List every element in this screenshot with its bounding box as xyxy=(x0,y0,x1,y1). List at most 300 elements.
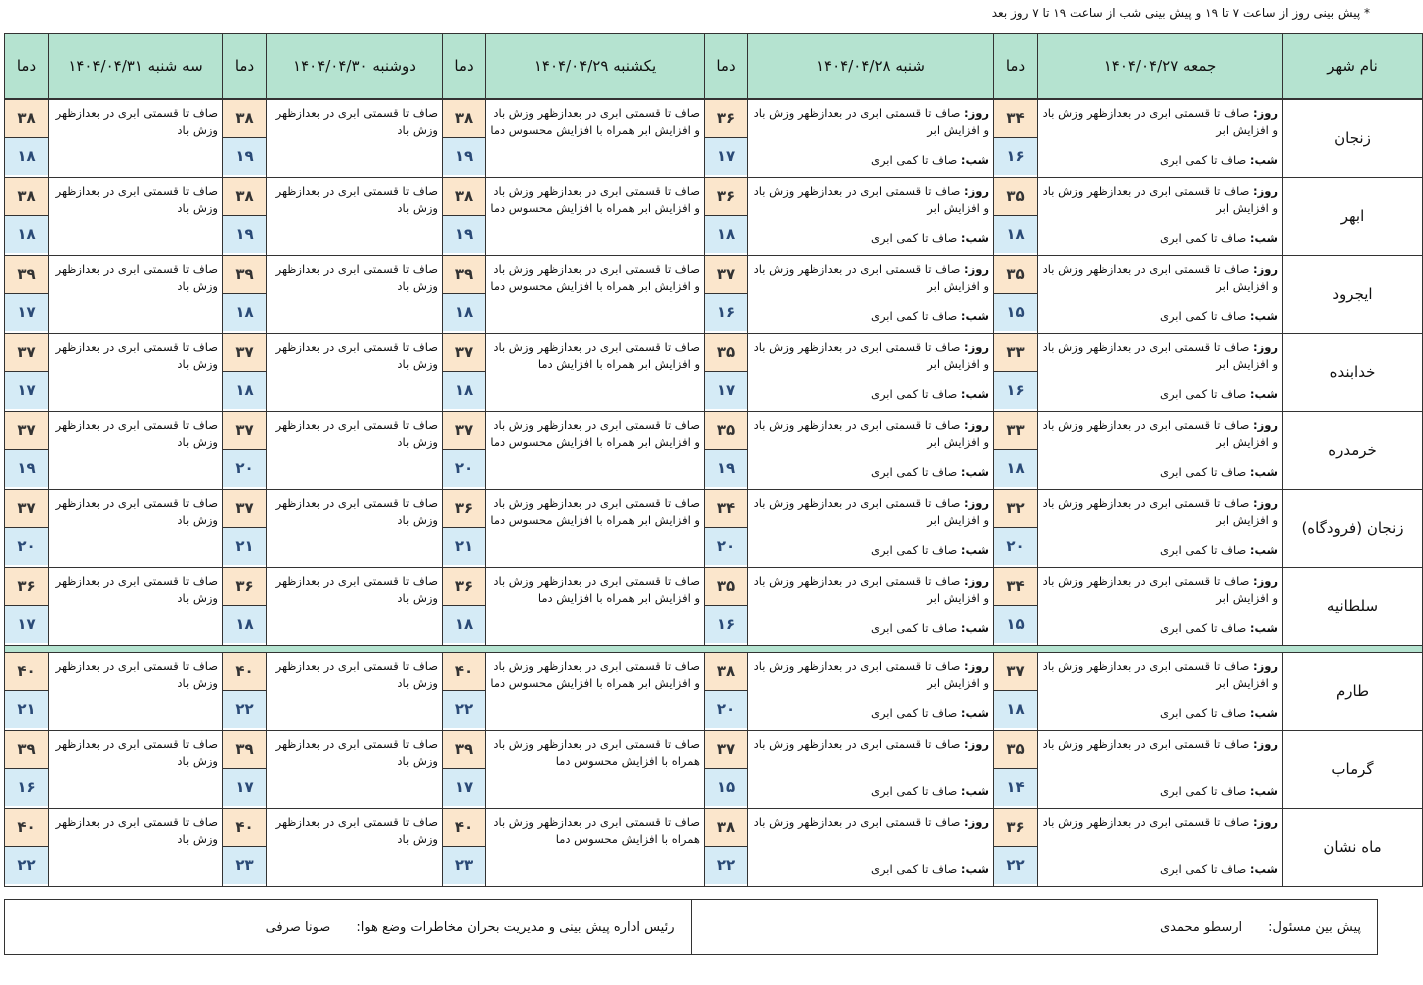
day-label: روز: xyxy=(964,814,989,829)
day-forecast-text: صاف تا قسمتی ابری در بعدازظهر وزش باد و افزایش ابر xyxy=(1042,417,1278,449)
forecast-text: صاف تا قسمتی ابری در بعدازظهر وزش باد xyxy=(55,417,218,449)
night-label: شب: xyxy=(960,152,989,167)
min-temperature: ۱۸ xyxy=(994,216,1037,253)
min-temperature: ۱۷ xyxy=(705,372,747,409)
night-forecast-text: صاف تا کمی ابری xyxy=(1159,308,1247,323)
max-temperature: ۳۶ xyxy=(705,178,747,216)
temperature-cell xyxy=(223,333,267,411)
night-forecast-text: صاف تا کمی ابری xyxy=(870,308,958,323)
forecast-description xyxy=(748,730,994,808)
temp-header-5: دما xyxy=(5,34,49,100)
min-temperature: ۲۰ xyxy=(5,528,48,565)
min-temperature: ۱۸ xyxy=(994,450,1037,487)
temperature-cell xyxy=(994,730,1038,808)
forecast-description xyxy=(49,255,223,333)
temperature-cell xyxy=(994,99,1038,177)
temperature-cell xyxy=(223,808,267,886)
day-label: روز: xyxy=(964,417,989,432)
temperature-cell xyxy=(994,808,1038,886)
forecast-text: صاف تا قسمتی ابری در بعدازظهر وزش باد xyxy=(275,495,438,527)
temperature-cell xyxy=(443,177,486,255)
temperature-cell xyxy=(705,411,748,489)
forecast-text: صاف تا قسمتی ابری در بعدازظهر وزش باد xyxy=(55,339,218,371)
day-label: روز: xyxy=(1253,495,1278,510)
night-label: شب: xyxy=(960,620,989,635)
forecast-text: صاف تا قسمتی ابری در بعدازظهر وزش باد و افزایش ابر همراه با افزایش محسوس دما xyxy=(490,658,700,690)
forecast-text: صاف تا قسمتی ابری در بعدازظهر وزش باد xyxy=(275,106,438,137)
forecast-description xyxy=(267,652,443,730)
day-forecast xyxy=(752,183,989,217)
min-temperature: ۱۸ xyxy=(994,691,1037,728)
min-temperature: ۱۷ xyxy=(5,294,48,331)
forecast-text: صاف تا قسمتی ابری در بعدازظهر وزش باد همراه با افزایش محسوس دما xyxy=(493,736,700,768)
max-temperature: ۴۰ xyxy=(5,653,48,691)
max-temperature: ۳۹ xyxy=(5,256,48,294)
city-name: زنجان (فرودگاه) xyxy=(1283,489,1423,567)
temp-header-1: دما xyxy=(994,34,1038,100)
forecast-text: صاف تا قسمتی ابری در بعدازظهر وزش باد xyxy=(275,417,438,449)
night-forecast xyxy=(1160,705,1278,722)
max-temperature: ۴۰ xyxy=(443,653,485,691)
forecast-description xyxy=(49,489,223,567)
min-temperature: ۱۷ xyxy=(443,769,485,806)
forecaster-name: ارسطو محمدی xyxy=(1159,919,1243,935)
forecast-text: صاف تا قسمتی ابری در بعدازظهر وزش باد xyxy=(55,736,218,768)
forecast-description xyxy=(49,808,223,886)
day-forecast xyxy=(1042,105,1278,139)
forecast-description xyxy=(267,730,443,808)
night-forecast-text: صاف تا کمی ابری xyxy=(1159,464,1247,479)
day-forecast xyxy=(752,814,989,831)
day-label: روز: xyxy=(964,658,989,673)
forecast-description xyxy=(49,333,223,411)
min-temperature: ۱۶ xyxy=(994,372,1037,409)
min-temperature: ۱۴ xyxy=(994,769,1037,806)
night-forecast xyxy=(871,230,989,247)
night-forecast xyxy=(871,152,989,169)
night-forecast xyxy=(871,705,989,722)
min-temperature: ۱۶ xyxy=(705,606,747,643)
city-name: خدابنده xyxy=(1283,333,1423,411)
day-forecast-text: صاف تا قسمتی ابری در بعدازظهر وزش باد و افزایش ابر xyxy=(1042,495,1278,527)
temperature-cell xyxy=(5,333,49,411)
forecast-text: صاف تا قسمتی ابری در بعدازظهر وزش باد xyxy=(55,183,218,215)
max-temperature: ۳۵ xyxy=(994,731,1037,769)
day-label: روز: xyxy=(964,495,989,510)
day-forecast-text: صاف تا قسمتی ابری در بعدازظهر وزش باد و افزایش ابر xyxy=(1042,106,1278,137)
max-temperature: ۳۶ xyxy=(705,100,747,138)
forecast-text: صاف تا قسمتی ابری در بعدازظهر وزش باد همراه با افزایش محسوس دما xyxy=(493,814,700,846)
night-forecast xyxy=(871,783,989,800)
day-label: روز: xyxy=(1253,417,1278,432)
max-temperature: ۳۷ xyxy=(5,334,48,372)
night-forecast-text: صاف تا کمی ابری xyxy=(870,152,958,167)
temp-header-3: دما xyxy=(443,34,486,100)
min-temperature: ۱۹ xyxy=(443,216,485,253)
day-forecast xyxy=(1042,573,1278,607)
night-forecast xyxy=(1160,464,1278,481)
day-header-5: سه شنبه ۱۴۰۴/۰۴/۳۱ xyxy=(49,34,223,100)
forecast-description xyxy=(1038,177,1283,255)
max-temperature: ۳۹ xyxy=(443,731,485,769)
temperature-cell xyxy=(5,489,49,567)
temperature-cell xyxy=(443,99,486,177)
temperature-cell xyxy=(443,808,486,886)
day-forecast-text: صاف تا قسمتی ابری در بعدازظهر وزش باد xyxy=(753,736,961,751)
day-forecast-text: صاف تا قسمتی ابری در بعدازظهر وزش باد و افزایش ابر xyxy=(1042,183,1278,215)
min-temperature: ۱۸ xyxy=(5,138,48,175)
separator-cell xyxy=(5,645,1423,652)
max-temperature: ۳۹ xyxy=(443,256,485,294)
day-forecast-text: صاف تا قسمتی ابری در بعدازظهر وزش باد و افزایش ابر xyxy=(753,339,989,371)
min-temperature: ۱۹ xyxy=(223,216,266,253)
min-temperature: ۱۸ xyxy=(443,294,485,331)
night-forecast xyxy=(1160,542,1278,559)
min-temperature: ۱۸ xyxy=(223,372,266,409)
forecast-description xyxy=(486,567,705,645)
city-row xyxy=(5,808,1423,886)
forecast-text: صاف تا قسمتی ابری در بعدازظهر وزش باد xyxy=(55,658,218,690)
forecast-text: صاف تا قسمتی ابری در بعدازظهر وزش باد و افزایش ابر همراه با افزایش محسوس دما xyxy=(490,106,700,137)
temperature-cell xyxy=(705,567,748,645)
night-label: شب: xyxy=(960,308,989,323)
forecast-description xyxy=(267,99,443,177)
night-forecast-text: صاف تا کمی ابری xyxy=(870,861,958,876)
night-label: شب: xyxy=(1249,386,1278,401)
min-temperature: ۲۳ xyxy=(443,847,485,884)
night-forecast-text: صاف تا کمی ابری xyxy=(1159,620,1247,635)
min-temperature: ۲۰ xyxy=(705,691,747,728)
forecast-description xyxy=(486,489,705,567)
temperature-cell xyxy=(994,489,1038,567)
day-forecast xyxy=(1042,736,1278,753)
forecast-description xyxy=(1038,333,1283,411)
min-temperature: ۱۶ xyxy=(994,138,1037,175)
night-label: شب: xyxy=(1249,620,1278,635)
min-temperature: ۱۹ xyxy=(443,138,485,175)
day-label: روز: xyxy=(1253,339,1278,354)
forecast-description xyxy=(748,652,994,730)
night-label: شب: xyxy=(960,542,989,557)
city-row xyxy=(5,99,1423,177)
group-separator xyxy=(5,645,1423,652)
temperature-cell xyxy=(223,255,267,333)
day-forecast-text: صاف تا قسمتی ابری در بعدازظهر وزش باد و افزایش ابر xyxy=(1042,573,1278,605)
city-name: طارم xyxy=(1283,652,1423,730)
min-temperature: ۱۵ xyxy=(705,769,747,806)
max-temperature: ۳۴ xyxy=(994,100,1037,138)
day-header-1: جمعه ۱۴۰۴/۰۴/۲۷ xyxy=(1038,34,1283,100)
day-label: روز: xyxy=(1253,658,1278,673)
city-name: خرمدره xyxy=(1283,411,1423,489)
temperature-cell xyxy=(5,411,49,489)
day-forecast-text: صاف تا قسمتی ابری در بعدازظهر وزش باد و افزایش ابر xyxy=(1042,339,1278,371)
night-forecast xyxy=(1160,308,1278,325)
night-forecast-text: صاف تا کمی ابری xyxy=(1159,386,1247,401)
forecast-description xyxy=(1038,489,1283,567)
city-row xyxy=(5,730,1423,808)
max-temperature: ۳۸ xyxy=(223,178,266,216)
day-forecast-text: صاف تا قسمتی ابری در بعدازظهر وزش باد و افزایش ابر xyxy=(753,183,989,215)
forecast-description xyxy=(486,255,705,333)
min-temperature: ۲۱ xyxy=(223,528,266,565)
temperature-cell xyxy=(5,652,49,730)
temperature-cell xyxy=(994,255,1038,333)
night-label: شب: xyxy=(960,464,989,479)
forecast-description xyxy=(1038,411,1283,489)
max-temperature: ۳۳ xyxy=(994,334,1037,372)
day-forecast xyxy=(752,495,989,529)
day-forecast xyxy=(752,573,989,607)
forecast-description xyxy=(748,99,994,177)
temperature-cell xyxy=(705,99,748,177)
day-label: روز: xyxy=(964,339,989,354)
max-temperature: ۳۸ xyxy=(705,653,747,691)
temperature-cell xyxy=(5,99,49,177)
max-temperature: ۳۴ xyxy=(705,490,747,528)
night-forecast-text: صاف تا کمی ابری xyxy=(870,783,958,798)
forecast-description xyxy=(267,411,443,489)
forecast-description xyxy=(49,567,223,645)
forecast-text: صاف تا قسمتی ابری در بعدازظهر وزش باد xyxy=(55,495,218,527)
max-temperature: ۳۸ xyxy=(443,178,485,216)
day-forecast xyxy=(752,417,989,451)
day-label: روز: xyxy=(1253,814,1278,829)
day-forecast xyxy=(1042,261,1278,295)
night-forecast-text: صاف تا کمی ابری xyxy=(870,464,958,479)
min-temperature: ۱۸ xyxy=(443,372,485,409)
night-forecast xyxy=(1160,783,1278,800)
night-forecast-text: صاف تا کمی ابری xyxy=(870,620,958,635)
head-name: صونا صرفی xyxy=(265,919,331,935)
temperature-cell xyxy=(443,255,486,333)
night-label: شب: xyxy=(1249,542,1278,557)
forecast-description xyxy=(748,808,994,886)
forecast-description xyxy=(49,177,223,255)
min-temperature: ۲۲ xyxy=(705,847,747,884)
night-forecast-text: صاف تا کمی ابری xyxy=(1159,861,1247,876)
city-name: ابهر xyxy=(1283,177,1423,255)
temperature-cell xyxy=(443,411,486,489)
max-temperature: ۳۷ xyxy=(705,256,747,294)
temperature-cell xyxy=(705,177,748,255)
day-forecast-text: صاف تا قسمتی ابری در بعدازظهر وزش باد و افزایش ابر xyxy=(753,495,989,527)
temperature-cell xyxy=(443,489,486,567)
temperature-cell xyxy=(223,730,267,808)
day-forecast xyxy=(752,339,989,373)
max-temperature: ۳۹ xyxy=(5,731,48,769)
temperature-cell xyxy=(5,177,49,255)
night-label: شب: xyxy=(1249,152,1278,167)
forecast-text: صاف تا قسمتی ابری در بعدازظهر وزش باد xyxy=(55,573,218,605)
day-header-3: یکشنبه ۱۴۰۴/۰۴/۲۹ xyxy=(486,34,705,100)
day-label: روز: xyxy=(1253,261,1278,276)
max-temperature: ۳۵ xyxy=(994,256,1037,294)
signature-footer xyxy=(4,899,1378,955)
forecast-description xyxy=(1038,99,1283,177)
day-forecast xyxy=(752,736,989,753)
temperature-cell xyxy=(994,652,1038,730)
day-label: روز: xyxy=(1253,573,1278,588)
min-temperature: ۱۵ xyxy=(994,294,1037,331)
day-forecast xyxy=(1042,339,1278,373)
min-temperature: ۲۰ xyxy=(705,528,747,565)
min-temperature: ۲۲ xyxy=(994,847,1037,884)
min-temperature: ۲۰ xyxy=(223,450,266,487)
forecast-note: * پیش بینی روز از ساعت ۷ تا ۱۹ و پیش بینی شب از ساعت ۱۹ تا ۷ روز بعد xyxy=(991,6,1370,20)
day-forecast-text: صاف تا قسمتی ابری در بعدازظهر وزش باد و افزایش ابر xyxy=(753,417,989,449)
night-forecast-text: صاف تا کمی ابری xyxy=(1159,705,1247,720)
max-temperature: ۳۷ xyxy=(223,334,266,372)
temperature-cell xyxy=(223,411,267,489)
temperature-cell xyxy=(223,567,267,645)
temperature-cell xyxy=(705,489,748,567)
forecast-text: صاف تا قسمتی ابری در بعدازظهر وزش باد xyxy=(55,261,218,293)
night-forecast-text: صاف تا کمی ابری xyxy=(870,542,958,557)
night-forecast xyxy=(1160,620,1278,637)
city-row xyxy=(5,652,1423,730)
forecast-description xyxy=(267,489,443,567)
night-forecast-text: صاف تا کمی ابری xyxy=(870,705,958,720)
day-forecast xyxy=(752,658,989,692)
max-temperature: ۴۰ xyxy=(223,809,266,847)
night-forecast-text: صاف تا کمی ابری xyxy=(1159,542,1247,557)
night-forecast xyxy=(871,308,989,325)
forecast-description xyxy=(748,333,994,411)
day-header-2: شنبه ۱۴۰۴/۰۴/۲۸ xyxy=(748,34,994,100)
max-temperature: ۳۷ xyxy=(5,412,48,450)
max-temperature: ۳۷ xyxy=(994,653,1037,691)
forecast-text: صاف تا قسمتی ابری در بعدازظهر وزش باد xyxy=(55,814,218,846)
day-label: روز: xyxy=(964,573,989,588)
max-temperature: ۳۵ xyxy=(994,178,1037,216)
max-temperature: ۳۸ xyxy=(705,809,747,847)
min-temperature: ۲۲ xyxy=(443,691,485,728)
night-forecast-text: صاف تا کمی ابری xyxy=(1159,152,1247,167)
day-label: روز: xyxy=(964,261,989,276)
min-temperature: ۲۰ xyxy=(443,450,485,487)
min-temperature: ۱۹ xyxy=(5,450,48,487)
forecast-description xyxy=(1038,808,1283,886)
forecast-text: صاف تا قسمتی ابری در بعدازظهر وزش باد xyxy=(275,736,438,768)
temperature-cell xyxy=(223,177,267,255)
temperature-cell xyxy=(443,730,486,808)
night-label: شب: xyxy=(960,861,989,876)
min-temperature: ۱۶ xyxy=(5,769,48,806)
max-temperature: ۳۶ xyxy=(994,809,1037,847)
temperature-cell xyxy=(994,333,1038,411)
min-temperature: ۱۹ xyxy=(705,450,747,487)
forecast-description xyxy=(267,567,443,645)
temp-header-4: دما xyxy=(223,34,267,100)
forecast-description xyxy=(1038,730,1283,808)
night-label: شب: xyxy=(1249,861,1278,876)
max-temperature: ۳۵ xyxy=(705,568,747,606)
max-temperature: ۳۸ xyxy=(5,100,48,138)
city-name: ماه نشان xyxy=(1283,808,1423,886)
min-temperature: ۲۱ xyxy=(5,691,48,728)
city-name: گرماب xyxy=(1283,730,1423,808)
night-forecast xyxy=(871,386,989,403)
city-name: ایجرود xyxy=(1283,255,1423,333)
forecast-description xyxy=(748,411,994,489)
forecast-text: صاف تا قسمتی ابری در بعدازظهر وزش باد و افزایش ابر همراه با افزایش محسوس دما xyxy=(490,495,700,527)
max-temperature: ۳۹ xyxy=(223,256,266,294)
forecast-description xyxy=(486,808,705,886)
max-temperature: ۳۶ xyxy=(443,490,485,528)
forecast-description xyxy=(486,333,705,411)
day-header-4: دوشنبه ۱۴۰۴/۰۴/۳۰ xyxy=(267,34,443,100)
night-forecast xyxy=(1160,861,1278,878)
day-forecast-text: صاف تا قسمتی ابری در بعدازظهر وزش باد xyxy=(753,814,961,829)
min-temperature: ۲۲ xyxy=(5,847,48,884)
max-temperature: ۳۷ xyxy=(443,334,485,372)
forecast-text: صاف تا قسمتی ابری در بعدازظهر وزش باد و افزایش ابر همراه با افزایش محسوس دما xyxy=(490,261,700,293)
forecast-table xyxy=(4,33,1423,887)
day-forecast-text: صاف تا قسمتی ابری در بعدازظهر وزش باد و افزایش ابر xyxy=(753,261,989,293)
day-forecast-text: صاف تا قسمتی ابری در بعدازظهر وزش باد xyxy=(1042,736,1250,751)
max-temperature: ۳۳ xyxy=(994,412,1037,450)
min-temperature: ۱۷ xyxy=(223,769,266,806)
forecast-text: صاف تا قسمتی ابری در بعدازظهر وزش باد xyxy=(275,339,438,371)
temperature-cell xyxy=(443,333,486,411)
max-temperature: ۳۵ xyxy=(705,334,747,372)
city-row xyxy=(5,411,1423,489)
forecast-description xyxy=(1038,255,1283,333)
temperature-cell xyxy=(443,567,486,645)
night-label: شب: xyxy=(1249,230,1278,245)
max-temperature: ۴۰ xyxy=(443,809,485,847)
min-temperature: ۱۸ xyxy=(443,606,485,643)
city-row xyxy=(5,177,1423,255)
day-label: روز: xyxy=(1253,736,1278,751)
day-forecast-text: صاف تا قسمتی ابری در بعدازظهر وزش باد xyxy=(1042,814,1250,829)
day-forecast-text: صاف تا قسمتی ابری در بعدازظهر وزش باد و افزایش ابر xyxy=(1042,261,1278,293)
night-forecast-text: صاف تا کمی ابری xyxy=(870,230,958,245)
forecast-description xyxy=(1038,567,1283,645)
min-temperature: ۱۷ xyxy=(5,606,48,643)
min-temperature: ۲۳ xyxy=(223,847,266,884)
min-temperature: ۱۷ xyxy=(705,138,747,175)
max-temperature: ۳۴ xyxy=(994,568,1037,606)
day-forecast-text: صاف تا قسمتی ابری در بعدازظهر وزش باد و افزایش ابر xyxy=(753,106,989,137)
day-forecast xyxy=(752,261,989,295)
forecaster-cell xyxy=(692,900,1378,954)
forecaster-label: پیش بین مسئول: xyxy=(1268,919,1361,935)
forecast-description xyxy=(267,255,443,333)
forecast-text: صاف تا قسمتی ابری در بعدازظهر وزش باد xyxy=(275,658,438,690)
forecast-description xyxy=(486,652,705,730)
min-temperature: ۱۵ xyxy=(994,606,1037,643)
day-forecast xyxy=(1042,417,1278,451)
day-label: روز: xyxy=(1253,183,1278,198)
forecast-text: صاف تا قسمتی ابری در بعدازظهر وزش باد xyxy=(275,183,438,215)
forecast-description xyxy=(49,652,223,730)
max-temperature: ۳۵ xyxy=(705,412,747,450)
city-column-header: نام شهر xyxy=(1283,34,1423,100)
night-forecast xyxy=(1160,386,1278,403)
min-temperature: ۱۸ xyxy=(223,606,266,643)
day-forecast xyxy=(1042,814,1278,831)
temperature-cell xyxy=(705,730,748,808)
min-temperature: ۲۰ xyxy=(994,528,1037,565)
forecast-description xyxy=(748,567,994,645)
max-temperature: ۳۷ xyxy=(223,412,266,450)
temperature-cell xyxy=(705,255,748,333)
min-temperature: ۲۲ xyxy=(223,691,266,728)
max-temperature: ۳۷ xyxy=(705,731,747,769)
min-temperature: ۱۶ xyxy=(705,294,747,331)
